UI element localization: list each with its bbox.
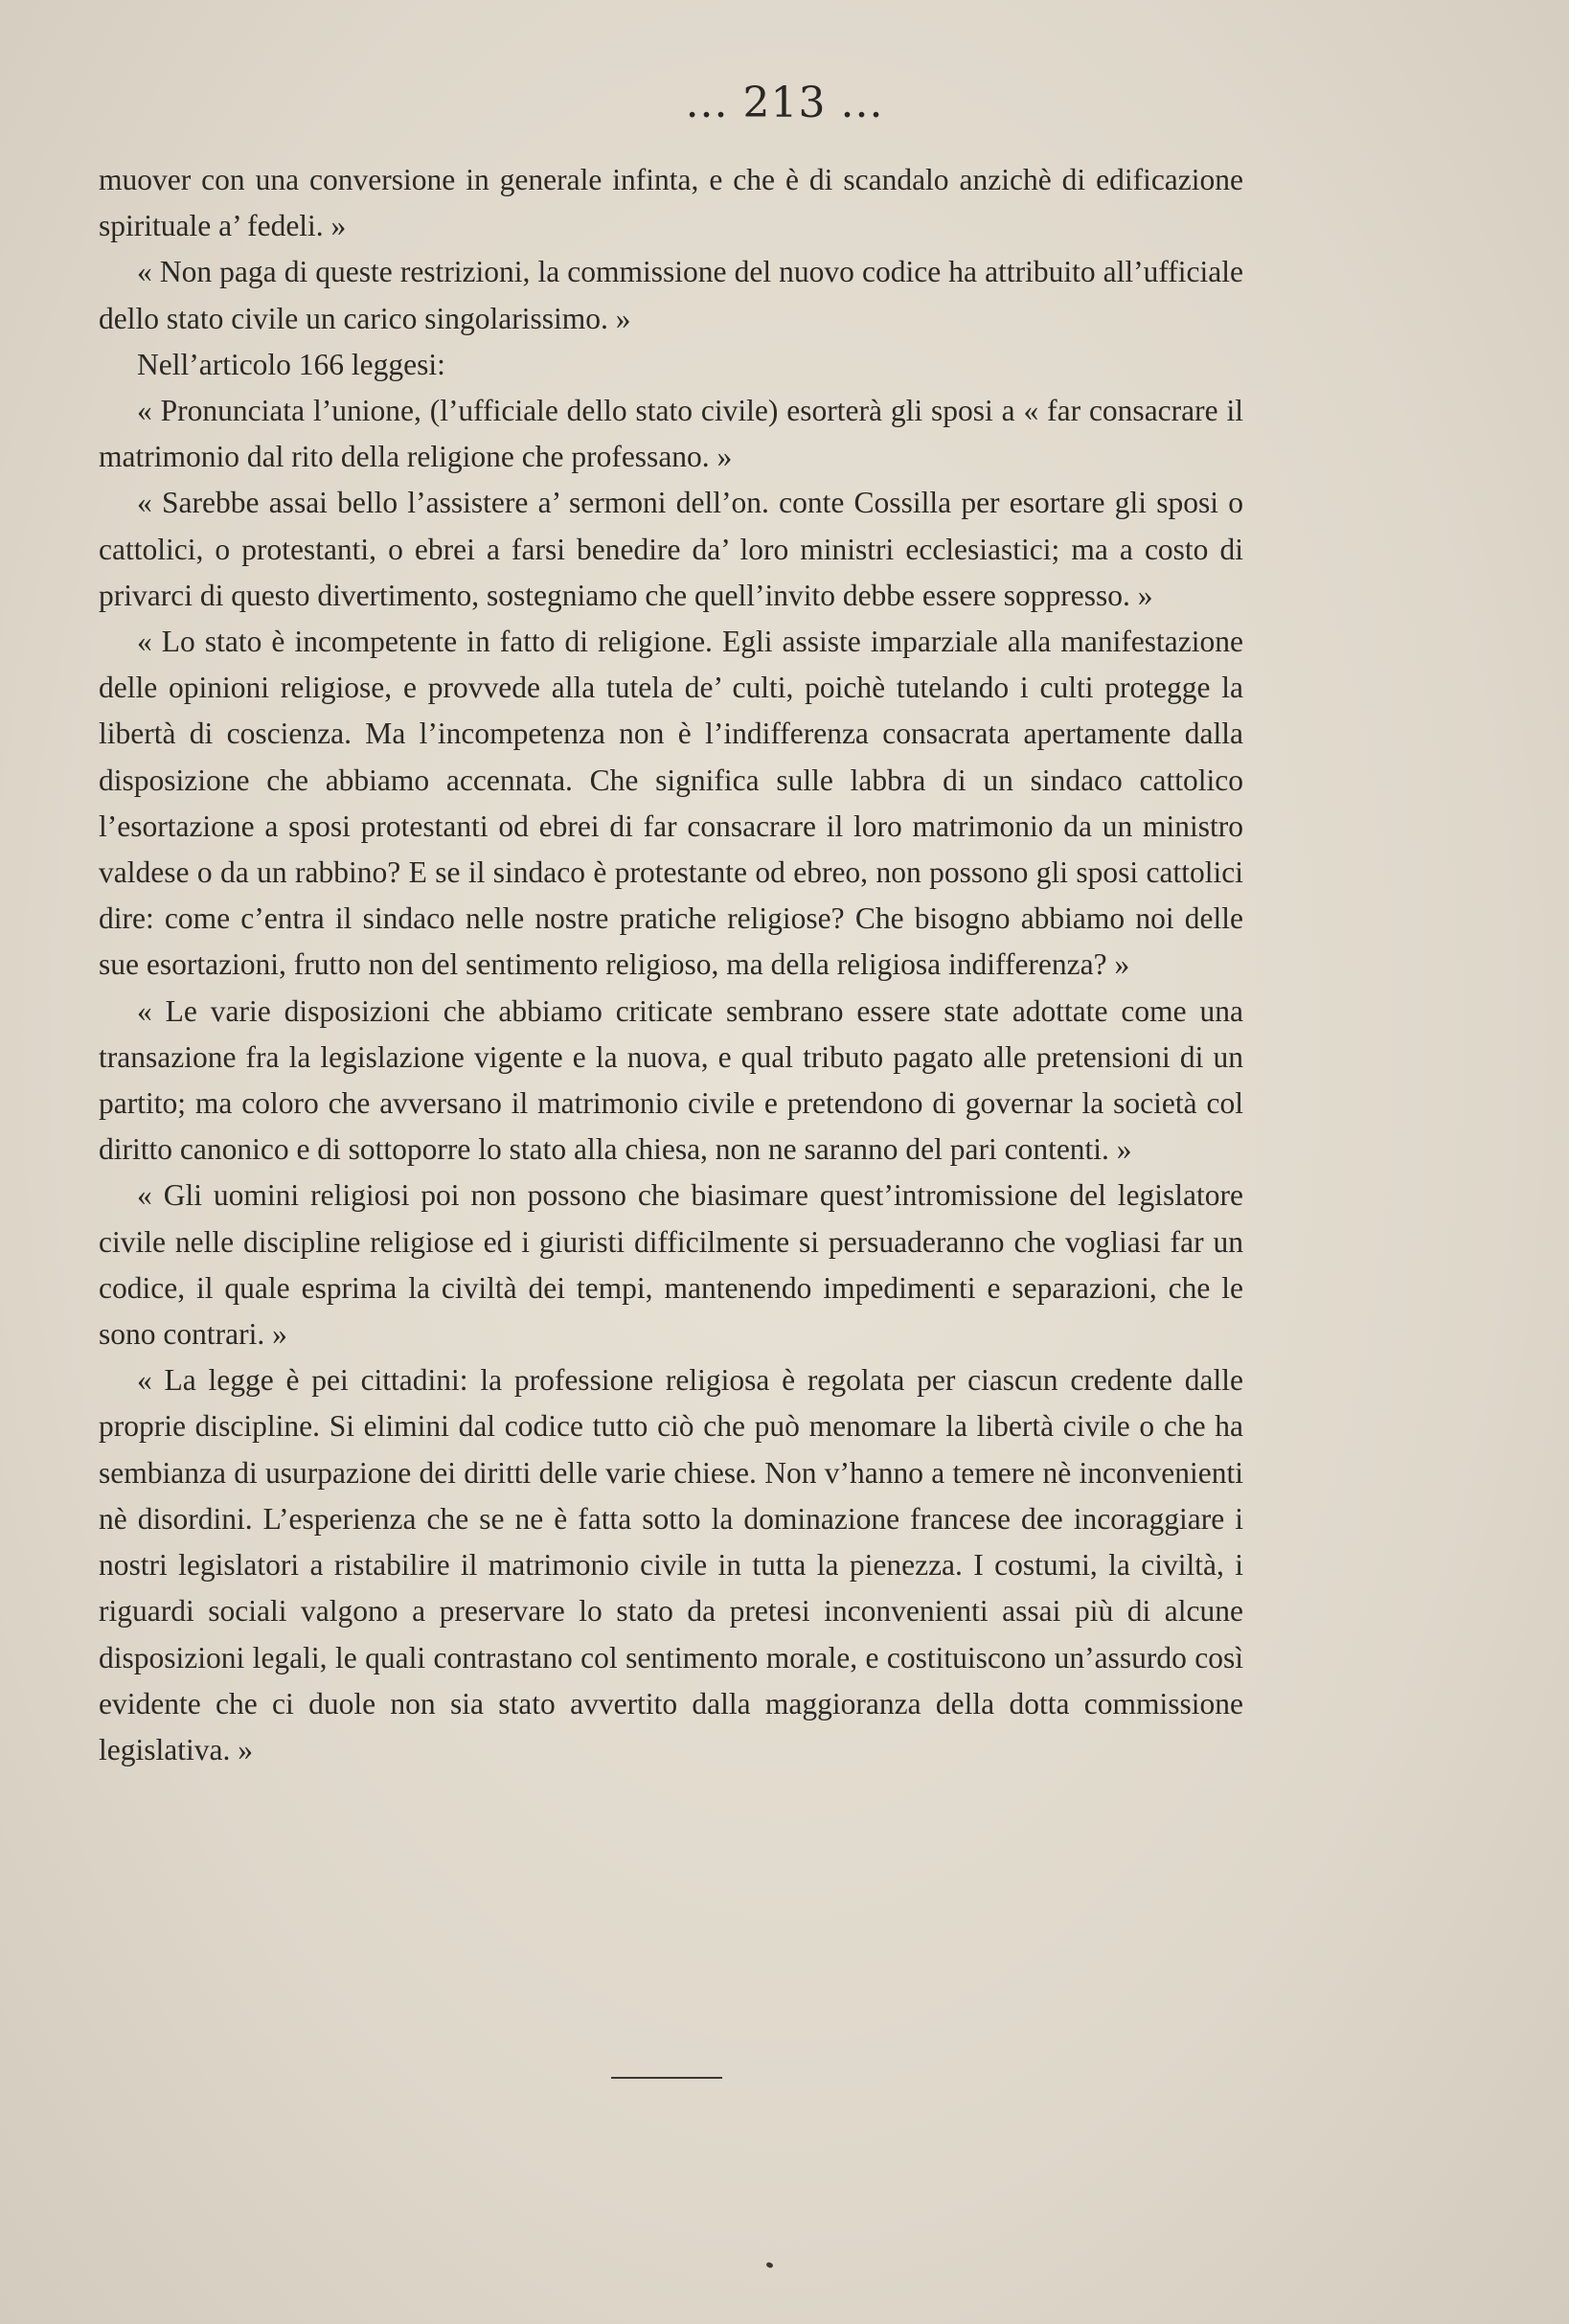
paragraph-1: muover con una conversione in generale infinta, e che è di scandalo anzichè di edificazione spirituale a’ fedeli. » — [99, 163, 1243, 243]
page-number: ... 213 ... — [685, 79, 884, 127]
paragraph-2: « Non paga di queste restrizioni, la commissione del nuovo codice ha attribuito all’ufficiale dello stato civile un carico singolarissimo. » — [99, 255, 1243, 335]
paragraph-7: « Le varie disposizioni che abbiamo criticate sembrano essere state adottate come una transazione fra la legislazione vigente e la nuova, e qual tributo pagato alle pretensioni di un partito; ma coloro che avversano il matrimonio civile e pretendono di governar la società col diritto canonico e di sottoporre lo stato alla chiesa, non ne saranno del pari contenti. » — [99, 993, 1243, 1167]
paragraph-8: « Gli uomini religiosi poi non possono che biasimare quest’intromissione del legislatore civile nelle discipline religiose ed i giuristi difficilmente si persuaderanno che vogliasi far un codice, il quale esprima la civiltà dei tempi, mantenendo impedimenti e separazioni, che le sono contrari. » — [99, 1178, 1243, 1352]
ink-speck — [765, 2262, 773, 2268]
closing-rule — [611, 2077, 722, 2079]
paragraph-3: Nell’articolo 166 leggesi: — [137, 347, 445, 381]
paragraph-5: « Sarebbe assai bello l’assistere a’ sermoni dell’on. conte Cossilla per esortare gli sposi o cattolici, o protestanti, o ebrei a farsi benedire da’ loro ministri ecclesiastici; ma a costo di privarci di questo divertimento, sostegniamo che quell’invito debbe essere soppresso. » — [99, 486, 1243, 612]
paragraph-6: « Lo stato è incompetente in fatto di religione. Egli assiste imparziale alla manifestazione delle opinioni religiose, e provvede alla tutela de’ culti, poichè tutelando i culti protegge la libertà di coscienza. Ma l’incompetenza non è l’indifferenza consacrata apertamente dalla disposizione che abbiamo accennata. Che significa sulle labbra di un sindaco cattolico l’esortazione a sposi protestanti od ebrei di far consacrare il loro matrimonio da un ministro valdese o da un rabbino? E se il sindaco è protestante od ebreo, non possono gli sposi cattolici dire: come c’entra il sindaco nelle nostre pratiche religiose? Che bisogno abbiamo noi delle sue esortazioni, frutto non del sentimento religioso, ma della religiosa indifferenza? » — [99, 625, 1243, 982]
body-text — [99, 157, 1243, 1773]
paragraph-4: « Pronunciata l’unione, (l’ufficiale dello stato civile) esorterà gli sposi a « far consacrare il matrimonio dal rito della religione che professano. » — [99, 394, 1243, 474]
paragraph-9: « La legge è pei cittadini: la professione religiosa è regolata per ciascun credente dalle proprie discipline. Si elimini dal codice tutto ciò che può menomare la libertà civile o che ha sembianza di usurpazione dei diritti delle varie chiese. Non v’hanno a temere nè inconvenienti nè disordini. L’esperienza che se ne è fatta sotto la dominazione francese dee incoraggiare i nostri legislatori a ristabilire il matrimonio civile in tutta la pienezza. I costumi, la civiltà, i riguardi sociali valgono a preservare lo stato da pretesi inconvenienti assai più di alcune disposizioni legali, le quali contrastano col sentimento morale, e costituiscono un’assurdo così evidente che ci duole non sia stato avvertito dalla maggioranza della dotta commissione legislativa. » — [99, 1363, 1243, 1766]
